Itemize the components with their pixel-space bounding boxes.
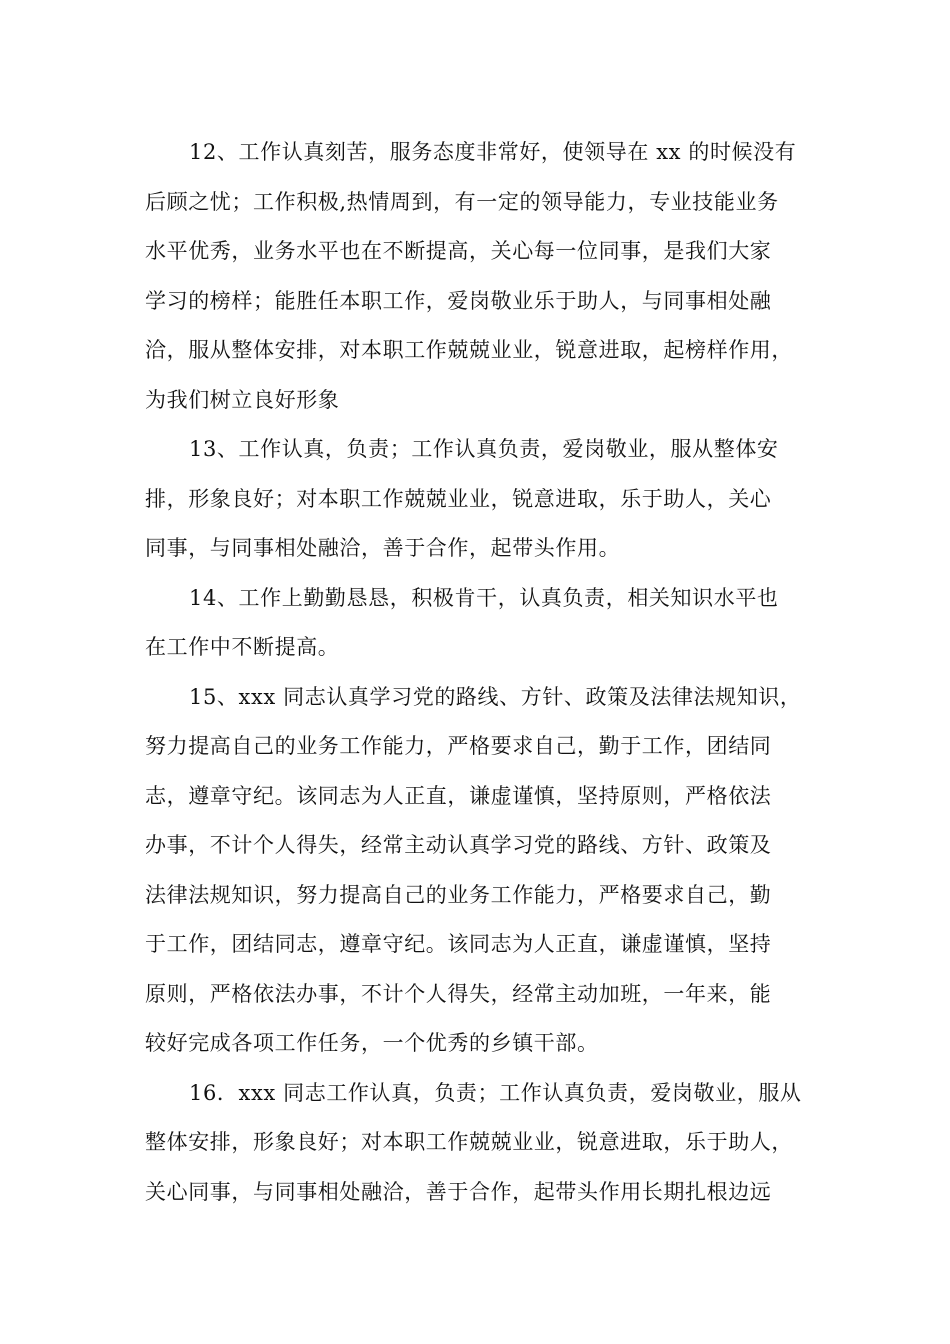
text-line: 学习的榜样；能胜任本职工作，爱岗敬业乐于助人，与同事相处融 [145, 288, 772, 313]
paragraph-14 [145, 574, 825, 673]
paragraph-16 [145, 1069, 825, 1218]
text-line: 努力提高自己的业务工作能力，严格要求自己，勤于工作，团结同 [145, 734, 772, 758]
text-line: 16．xxx 同志工作认真，负责；工作认真负责，爱岗敬业，服从 [189, 1080, 802, 1105]
text-line: 水平优秀，业务水平也在不断提高，关心每一位同事，是我们大家 [145, 239, 772, 263]
text-line: 办事，不计个人得失，经常主动认真学习党的路线、方针、政策及 [145, 833, 772, 857]
text-line: 洽，服从整体安排，对本职工作兢兢业业，锐意进取，起榜样作用， [145, 338, 793, 362]
text-line: 13、工作认真，负责；工作认真负责，爱岗敬业，服从整体安 [189, 437, 779, 461]
text-line: 关心同事，与同事相处融洽，善于合作，起带头作用长期扎根边远 [145, 1179, 772, 1204]
document-body [145, 128, 825, 1217]
text-line: 整体安排，形象良好；对本职工作兢兢业业，锐意进取，乐于助人， [145, 1130, 793, 1154]
text-line: 排，形象良好；对本职工作兢兢业业，锐意进取，乐于助人，关心 [145, 486, 772, 511]
text-line: 同事，与同事相处融洽，善于合作，起带头作用。 [145, 536, 621, 560]
text-line: 于工作，团结同志，遵章守纪。该同志为人正直，谦虚谨慎，坚持 [145, 932, 772, 956]
text-line: 法律法规知识，努力提高自己的业务工作能力，严格要求自己，勤 [145, 882, 772, 907]
text-line: 15、xxx 同志认真学习党的路线、方针、政策及法律法规知识， [189, 684, 802, 709]
paragraph-13 [145, 425, 825, 574]
text-line: 原则，严格依法办事，不计个人得失，经常主动加班，一年来，能 [145, 981, 772, 1006]
text-line: 14、工作上勤勤恳恳，积极肯干，认真负责，相关知识水平也 [189, 585, 779, 610]
text-line: 在工作中不断提高。 [145, 635, 340, 659]
text-line: 为我们树立良好形象 [145, 387, 340, 412]
text-line: 志，遵章守纪。该同志为人正直，谦虚谨慎，坚持原则，严格依法 [145, 783, 772, 808]
paragraph-12 [145, 128, 825, 425]
text-line: 较好完成各项工作任务，一个优秀的乡镇干部。 [145, 1031, 599, 1055]
paragraph-15 [145, 673, 825, 1069]
text-line: 后顾之忧；工作积极,热情周到，有一定的领导能力，专业技能业务 [145, 189, 779, 214]
text-line: 12、工作认真刻苦，服务态度非常好，使领导在 xx 的时候没有 [189, 140, 797, 164]
